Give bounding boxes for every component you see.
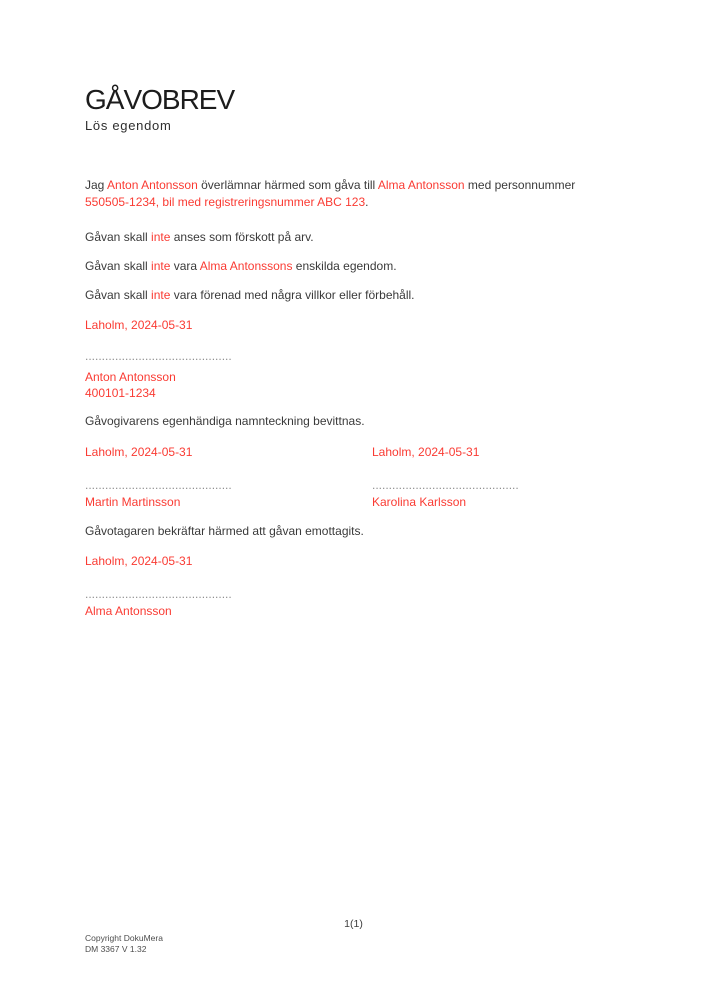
p2-post: anses som förskott på arv. [170, 230, 314, 244]
donor-name: Anton Antonsson [107, 178, 198, 192]
footer-version-line: DM 3367 V 1.32 [85, 944, 147, 954]
p3-pre: Gåvan skall [85, 259, 152, 273]
page-number: 1(1) [344, 918, 363, 930]
paragraph-advancement [85, 229, 314, 246]
p4-not: inte [151, 288, 171, 302]
witness-left-name: Martin Martinsson [85, 495, 181, 509]
document-title: GÅVOBREV [85, 84, 235, 115]
recipient-signature-name: Alma Antonsson [85, 604, 172, 618]
witness-intro: Gåvogivarens egenhändiga namnteckning bevittnas. [85, 414, 365, 428]
p4-pre: Gåvan skall [85, 288, 152, 302]
footer-copyright [85, 933, 163, 955]
p4-post: vara förenad med några villkor eller förbehåll. [170, 288, 415, 302]
donor-place-date: Laholm, 2024-05-31 [85, 318, 193, 332]
paragraph-gift-declaration [85, 177, 630, 211]
paragraph-separate-property [85, 258, 397, 275]
p2-pre: Gåvan skall [85, 230, 152, 244]
witness-right-name: Karolina Karlsson [372, 495, 467, 509]
document-subtitle: Lös egendom [85, 118, 172, 133]
recipient-place-date: Laholm, 2024-05-31 [85, 554, 193, 568]
witness-left-signature-line: ............................................ [85, 478, 232, 492]
p2-not: inte [151, 230, 171, 244]
witness-right-signature-line: ............................................ [372, 478, 519, 492]
witness-right-place-date: Laholm, 2024-05-31 [372, 445, 480, 459]
p3-mid: vara [170, 259, 200, 273]
recipient-name: Alma Antonsson [377, 178, 465, 192]
recipient-signature-line: ............................................ [85, 587, 232, 601]
p1-mid: överlämnar härmed som gåva till [197, 178, 378, 192]
paragraph-conditions [85, 287, 415, 304]
p3-post: enskilda egendom. [292, 259, 397, 273]
p1-lead: Jag [85, 178, 108, 192]
donor-signature-line: ............................................ [85, 349, 232, 363]
recipient-confirmation-intro: Gåvotagaren bekräftar härmed att gåvan emottagits. [85, 524, 364, 538]
p3-not: inte [151, 259, 171, 273]
footer-copyright-line: Copyright DokuMera [85, 933, 163, 943]
p1-end: . [365, 195, 369, 209]
p1-after: med personnummer [464, 178, 576, 192]
witness-left-place-date: Laholm, 2024-05-31 [85, 445, 193, 459]
gift-details: 550505-1234, bil med registreringsnummer ABC 123 [85, 195, 366, 209]
donor-personal-number: 400101-1234 [85, 386, 156, 400]
p3-recipient-possessive: Alma Antonssons [199, 259, 293, 273]
donor-signature-name: Anton Antonsson [85, 370, 176, 384]
